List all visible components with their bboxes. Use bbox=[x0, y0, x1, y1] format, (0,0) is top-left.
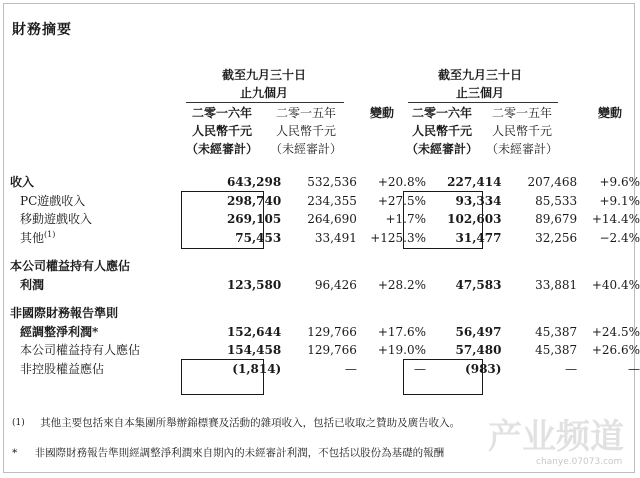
footnote-text: 其他主要包括來自本集團所舉辦錦標賽及活動的雜項收入，包括已收取之贊助及廣告收入。 bbox=[40, 417, 461, 429]
cell-change: +9.6% bbox=[599, 175, 640, 189]
cell-value: 45,387 bbox=[535, 324, 578, 339]
column-year: 二零一六年 bbox=[411, 106, 472, 120]
cell-value: 33,881 bbox=[535, 277, 578, 292]
cell-change: +24.5% bbox=[591, 324, 640, 339]
column-note: （未經審計） bbox=[185, 142, 258, 156]
column-unit: 人民幣千元 bbox=[491, 124, 552, 138]
row-label: 利潤 bbox=[20, 277, 45, 292]
column-header-change-3m: 變動 bbox=[597, 106, 622, 120]
cell-value: 93,334 bbox=[455, 193, 502, 208]
cell-change: +40.4% bbox=[591, 277, 640, 292]
header-rule bbox=[408, 102, 558, 103]
column-header-2015-3m bbox=[482, 104, 562, 158]
cell-value: 33,491 bbox=[314, 230, 357, 245]
column-note: （未經審計） bbox=[485, 142, 558, 156]
cell-value: 102,603 bbox=[447, 212, 502, 226]
cell-value: 207,468 bbox=[527, 175, 578, 189]
footnote-marker: (1) bbox=[44, 229, 56, 239]
period-header-three-months bbox=[402, 66, 558, 102]
table-row-equity-holders bbox=[10, 341, 640, 360]
cell-value: — bbox=[344, 361, 357, 376]
cell-value: 32,256 bbox=[535, 230, 578, 245]
footnote-2 bbox=[12, 446, 444, 460]
table-row-non-ifrs-heading bbox=[10, 304, 640, 323]
row-label: 收入 bbox=[10, 175, 35, 189]
row-label: 本公司權益持有人應佔 bbox=[20, 343, 141, 357]
column-unit: 人民幣千元 bbox=[411, 124, 472, 138]
cell-value: (1,814) bbox=[232, 361, 282, 376]
footnote-text: 非國際財務報告準則經調整淨利潤來自期內的未經審計利潤，不包括以股份為基礎的報酬 bbox=[34, 447, 445, 459]
cell-value: 532,536 bbox=[307, 175, 357, 189]
cell-value: 45,387 bbox=[535, 343, 578, 357]
cell-change: +27.5% bbox=[377, 193, 427, 208]
cell-value: 227,414 bbox=[447, 175, 502, 189]
cell-change: +20.8% bbox=[377, 175, 427, 189]
column-year: 二零一六年 bbox=[191, 106, 252, 120]
row-label bbox=[10, 229, 181, 248]
column-header-2015-9m bbox=[264, 104, 348, 158]
cell-value: 129,766 bbox=[307, 343, 357, 357]
row-label: 本公司權益持有人應佔 bbox=[10, 259, 131, 273]
cell-change: +14.4% bbox=[591, 212, 640, 226]
column-header-2016-9m bbox=[180, 104, 264, 158]
column-note: （未經審計） bbox=[269, 142, 342, 156]
cell-value: 154,458 bbox=[226, 343, 282, 357]
footnote-marker: (1) bbox=[12, 418, 25, 428]
watermark-text: 产业频道 bbox=[488, 417, 624, 457]
cell-value: 75,453 bbox=[235, 230, 282, 245]
cell-value: 643,298 bbox=[226, 175, 282, 189]
table-row-profit bbox=[10, 276, 640, 295]
watermark-logo bbox=[484, 408, 634, 470]
table-row-mobile-games bbox=[10, 210, 640, 229]
page-title: 財務摘要 bbox=[12, 22, 72, 38]
cell-value: 152,644 bbox=[226, 324, 282, 339]
cell-value: 96,426 bbox=[314, 277, 357, 292]
cell-value: 89,679 bbox=[535, 212, 578, 226]
table-row-pc-games bbox=[10, 192, 640, 211]
row-label: 移動遊戲收入 bbox=[20, 212, 93, 226]
cell-change: +19.0% bbox=[377, 343, 427, 357]
cell-change: +26.6% bbox=[591, 343, 640, 357]
cell-value: 234,355 bbox=[307, 193, 357, 208]
column-header-2016-3m bbox=[402, 104, 482, 158]
row-label: 非國際財務報告準則 bbox=[10, 306, 119, 320]
period-header-nine-months bbox=[180, 66, 348, 102]
period-header-line1: 截至九月三十日 bbox=[437, 68, 522, 82]
row-label-text: 其他 bbox=[20, 230, 45, 245]
watermark-url: chanye.07073.com bbox=[536, 457, 623, 467]
table-row-non-controlling bbox=[10, 360, 640, 379]
footnote-marker: * bbox=[12, 447, 18, 459]
table-row-profit-heading bbox=[10, 257, 640, 276]
cell-change: +17.6% bbox=[377, 324, 427, 339]
header-rule bbox=[186, 102, 344, 103]
column-unit: 人民幣千元 bbox=[275, 124, 336, 138]
footnote-1 bbox=[12, 416, 460, 430]
cell-value: 56,497 bbox=[455, 324, 502, 339]
cell-value: — bbox=[565, 361, 578, 376]
financial-summary-table bbox=[10, 173, 640, 378]
cell-change: +125.3% bbox=[370, 230, 427, 245]
column-note: （未經審計） bbox=[405, 142, 478, 156]
table-row-other bbox=[10, 229, 640, 248]
cell-value: 269,105 bbox=[226, 212, 282, 226]
table-row-adjusted-net-profit bbox=[10, 323, 640, 342]
cell-value: (983) bbox=[465, 361, 502, 376]
period-header-line1: 截至九月三十日 bbox=[221, 68, 306, 82]
column-unit: 人民幣千元 bbox=[191, 124, 252, 138]
column-year: 二零一五年 bbox=[275, 106, 336, 120]
cell-value: 85,533 bbox=[535, 193, 578, 208]
cell-value: 129,766 bbox=[307, 324, 357, 339]
cell-value: 47,583 bbox=[455, 277, 502, 292]
cell-change: +28.2% bbox=[377, 277, 427, 292]
cell-change: — bbox=[628, 361, 640, 376]
cell-change: — bbox=[414, 361, 427, 376]
cell-value: 298,740 bbox=[226, 193, 282, 208]
cell-value: 123,580 bbox=[226, 277, 282, 292]
cell-value: 57,480 bbox=[455, 343, 502, 357]
period-header-line2: 止三個月 bbox=[455, 86, 504, 100]
row-label: PC遊戲收入 bbox=[20, 193, 86, 208]
row-label: 經調整淨利潤* bbox=[20, 324, 99, 339]
cell-change: +9.1% bbox=[599, 193, 640, 208]
cell-change: +1.7% bbox=[385, 212, 427, 226]
column-year: 二零一五年 bbox=[491, 106, 552, 120]
cell-value: 31,477 bbox=[455, 230, 502, 245]
cell-change: −2.4% bbox=[599, 230, 640, 245]
column-header-change-9m: 變動 bbox=[369, 106, 394, 120]
table-row-revenue bbox=[10, 173, 640, 192]
row-label: 非控股權益應佔 bbox=[20, 361, 105, 376]
period-header-line2: 止九個月 bbox=[239, 86, 288, 100]
cell-value: 264,690 bbox=[307, 212, 357, 226]
